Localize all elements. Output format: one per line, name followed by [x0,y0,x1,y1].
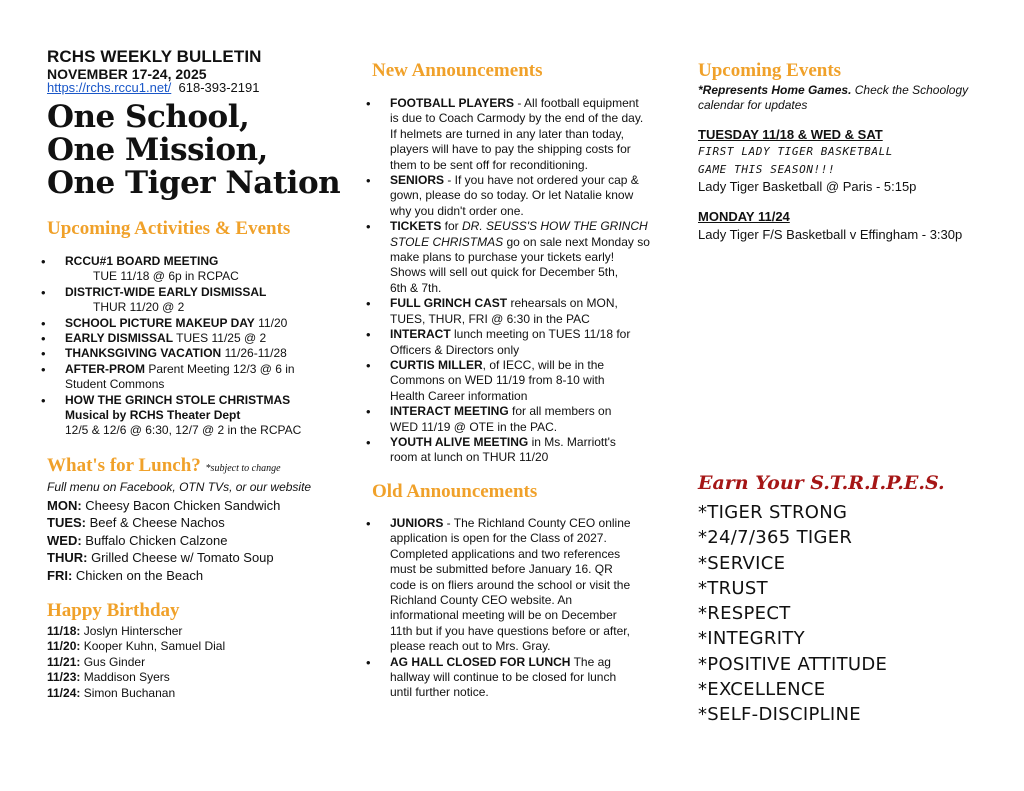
old-announcements-list [372,516,658,701]
list-item: • SENIORS - If you have not ordered your cap & gown, please do so today. Or let Natalie know why you didn't order one. [372,173,658,219]
list-item: • INTERACT lunch meeting on TUES 11/18 for Officers & Directors only [372,327,658,358]
phone-number: 618-393-2191 [178,80,260,95]
birthday-row: 11/18: Joslyn Hinterscher [47,624,183,638]
stripes-list [698,500,887,728]
list-item: • HOW THE GRINCH STOLE CHRISTMAS Musical by RCHS Theater Dept 12/5 & 12/6 @ 6:30, 12/7 @ 2 in the RCPAC [47,393,347,439]
list-item: • INTERACT MEETING for all members on WED 11/19 @ OTE in the PAC. [372,404,658,435]
motto-line: One School, [47,99,250,135]
lunch-row: MON: Cheesy Bacon Chicken Sandwich [47,497,281,513]
event-handwritten-note: FIRST LADY TIGER BASKETBALL GAME THIS SEASON!!! [698,145,894,176]
stripes-item: *TRUST [698,577,768,599]
new-announcements-list [372,96,658,466]
stripes-item: *EXCELLENCE [698,679,826,701]
lunch-row: WED: Buffalo Chicken Calzone [47,532,228,548]
old-announcements-title: Old Announcements [372,481,538,502]
subject-to-change-note: *subject to change [205,463,281,474]
stripes-item: *24/7/365 TIGER [698,527,853,549]
event-line: Lady Tiger F/S Basketball v Effingham - 3:30p [698,227,963,242]
lunch-menu [47,479,311,584]
list-item: • YOUTH ALIVE MEETING in Ms. Marriott's room at lunch on THUR 11/20 [372,435,658,466]
stripes-item: *POSITIVE ATTITUDE [698,653,888,675]
contact-row [47,80,259,95]
event-date-heading: MONDAY 11/24 [698,209,790,224]
lunch-row: FRI: Chicken on the Beach [47,567,204,583]
motto-line: One Mission, [47,132,268,168]
lunch-row: THUR: Grilled Cheese w/ Tomato Soup [47,550,274,565]
bulletin-title: RCHS WEEKLY BULLETIN [47,47,262,66]
birthday-row: 11/20: Kooper Kuhn, Samuel Dial [47,639,226,654]
list-item: • THANKSGIVING VACATION 11/26-11/28 [47,346,347,361]
list-item: • EARLY DISMISSAL TUES 11/25 @ 2 [47,331,347,346]
list-item: • AG HALL CLOSED FOR LUNCH The ag hallway will continue to be closed for lunch until further notice. [372,655,658,701]
list-item: • FOOTBALL PLAYERS - All football equipment is due to Coach Carmody by the end of the day. If helmets are turned in any later than today, players will have to pay the shipping costs for them to be sent off for reconditioning. [372,96,658,173]
birthday-row: 11/23: Maddison Syers [47,670,170,685]
event-date-heading: TUESDAY 11/18 & WED & SAT [698,127,883,142]
lunch-title: What's for Lunch? *subject to change [47,455,281,476]
stripes-item: *RESPECT [698,603,791,625]
list-item: • FULL GRINCH CAST rehearsals on MON, TUES, THUR, FRI @ 6:30 in the PAC [372,296,658,327]
lunch-note: Full menu on Facebook, OTN TVs, or our website [47,480,312,494]
birthday-row: 11/24: Simon Buchanan [47,685,176,700]
list-item: • DISTRICT-WIDE EARLY DISMISSAL THUR 11/20 @ 2 [47,285,347,316]
website-link[interactable]: https://rchs.rccu1.net/ [47,80,172,95]
stripes-item: *SERVICE [698,552,786,574]
stripes-item: *SELF-DISCIPLINE [698,704,861,726]
lunch-row: TUES: Beef & Cheese Nachos [47,515,225,530]
activities-title: Upcoming Activities & Events [47,218,291,239]
event-line: Lady Tiger Basketball @ Paris - 5:15p [698,179,917,194]
events-note: *Represents Home Games. Check the Schoology calendar for updates [698,83,969,112]
list-item: • TICKETS for DR. SEUSS'S HOW THE GRINCH STOLE CHRISTMAS go on sale next Monday so make plans to purchase your tickets early! Shows will sell out quick for December 5th, 6th & 7th. [372,219,658,296]
list-item: • RCCU#1 BOARD MEETING TUE 11/18 @ 6p in RCPAC [47,254,347,285]
list-item: • SCHOOL PICTURE MAKEUP DAY 11/20 [47,316,347,331]
birthday-title: Happy Birthday [47,600,180,621]
list-item: • AFTER-PROM Parent Meeting 12/3 @ 6 in Student Commons [47,362,347,393]
activities-list [47,254,347,439]
stripes-item: *TIGER STRONG [698,502,848,523]
list-item: • CURTIS MILLER, of IECC, will be in the Commons on WED 11/19 from 8-10 with Health Career information [372,358,658,404]
bulletin-date: NOVEMBER 17-24, 2025 [47,66,207,82]
new-announcements-title: New Announcements [372,60,543,81]
stripes-item: *INTEGRITY [698,628,805,650]
stripes-title: Earn Your S.T.R.I.P.E.S. [698,472,945,494]
list-item: • JUNIORS - The Richland County CEO online application is open for the Class of 2027. Completed applications and two references must be submitted before January 16. QR code is on fliers around the school or visit the Richland County CEO website. An informational meeting will be on December 11th but if you have questions before or after, please reach out to Mrs. Gray. [372,516,658,655]
birthday-row: 11/21: Gus Ginder [47,654,146,669]
birthday-list [47,624,225,701]
events-title: Upcoming Events [698,60,842,81]
motto [47,101,340,200]
motto-line: One Tiger Nation [47,165,341,201]
